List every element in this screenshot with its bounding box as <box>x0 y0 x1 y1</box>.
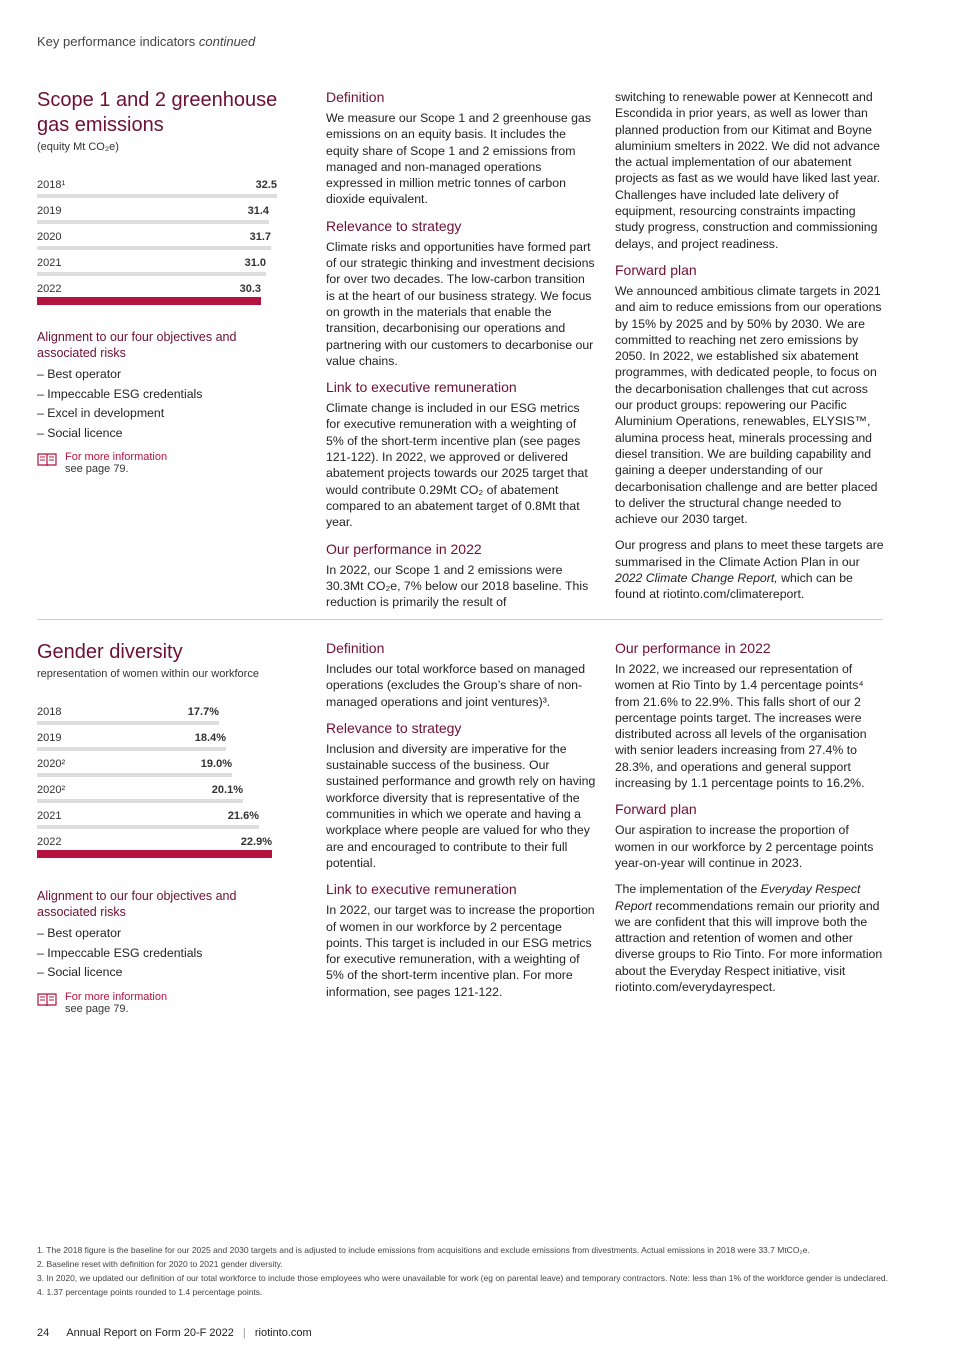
gender-bar-highlight <box>37 850 272 858</box>
scope-bar-value: 32.5 <box>255 179 277 191</box>
section-heading: Definition <box>326 640 385 656</box>
more-info-page: see page 79. <box>65 1002 129 1015</box>
scope-bar-label: 2021 <box>37 257 62 269</box>
paragraph: In 2022, we increased our representation of women at Rio Tinto by 1.4 percentage points⁴ from 21.6% to 22.9%. This falls short of our 2 percentage points target. The increases were distributed across all levels of the organisation with senior leaders increasing from 27.4% to 28.3%, and operations and general support increasing by 1.1 percentage points to 16.2%. <box>615 662 867 791</box>
scope-alignment-list <box>37 365 287 443</box>
text-run: recommendations remain our priority and we are confident that this will improve both the attraction and retention of women and other diverse groups to Rio Tinto. For more information about the Everyday Respect initiative, visit riotinto.com/everydayrespect. <box>615 898 883 995</box>
section-heading: Definition <box>326 89 385 105</box>
footnotes <box>37 1245 897 1301</box>
gender-bar-row <box>37 804 277 830</box>
gender-bar-row-highlight <box>37 830 277 856</box>
paragraph <box>615 881 885 995</box>
scope-bar-label: 2022 <box>37 283 62 295</box>
running-header <box>37 34 255 49</box>
scope-bar-row <box>37 199 277 225</box>
text-run: The implementation of the <box>615 882 761 897</box>
gender-left-column <box>37 640 287 1015</box>
section-heading: Our performance in 2022 <box>326 540 482 557</box>
report-title: 2022 Climate Change Report, <box>615 571 778 586</box>
scope-bar-value: 31.4 <box>247 205 269 217</box>
gender-bar-row <box>37 726 277 752</box>
book-icon <box>37 451 57 467</box>
gender-bar <box>37 747 226 751</box>
scope-left-column <box>37 88 287 475</box>
paragraph: Inclusion and diversity are imperative for the sustainable success of the business. Our sustained performance and growth rely on having workforce diversity that is representative of the communities in which we operate and having a workplace where people are valued for who they are and encouraged to contribute to their full potential. <box>326 741 596 870</box>
more-info-page: see page 79. <box>65 463 129 475</box>
gender-more-info[interactable] <box>37 991 287 1015</box>
scope-bar-label: 2020 <box>37 231 62 243</box>
list-item: – Excel in development <box>37 404 287 424</box>
page-footer <box>37 1327 312 1339</box>
paragraph: Includes our total workforce based on managed operations (excludes the Group’s share of non-managed operations and joint ventures)³. <box>326 662 586 709</box>
gender-alignment <box>37 888 287 1015</box>
site-link[interactable]: riotinto.com <box>254 1327 312 1339</box>
gender-bar-value: 18.4% <box>194 732 226 744</box>
paragraph: We announced ambitious climate targets in 2021 and aim to reduce emissions from our operations by 15% by 2025 and by 50% by 2030. We are committed to reaching net zero emissions by 2050. In 2022, we established six abatement programmes, with dedicated people, to focus on the decarbonisation challenges that cut across our product groups: repowering our Pacific Aluminium Operations, renewables, ELYSIS™, alumina process heat, minerals processing and diesel transition. We are building capability and gaining a deeper understanding of our decarbonisation challenge and are better placed to deliver the structural change needed to achieve our 2030 target. <box>615 283 882 527</box>
book-icon <box>37 991 57 1007</box>
gender-bar <box>37 825 259 829</box>
section-divider <box>37 619 883 620</box>
gender-bar-value: 17.7% <box>187 706 219 718</box>
paragraph: In 2022, our Scope 1 and 2 emissions were 30.3Mt CO₂e, 7% below our 2018 baseline. This reduction is primarily the result of <box>326 562 589 610</box>
footnote: 2. Baseline reset with definition for 2020 to 2021 gender diversity. <box>37 1259 283 1269</box>
scope-bar-value: 30.3 <box>239 283 261 295</box>
gender-bar <box>37 773 232 777</box>
scope-bar-label: 2019 <box>37 205 62 217</box>
section-heading: Forward plan <box>615 801 697 818</box>
gender-bar-row <box>37 700 277 726</box>
paragraph: Climate risks and opportunities have formed part of our strategic thinking and investment decisions for over two decades. The low-carbon transition is at the heart of our business strategy. We focus on growth in the materials that enable the transition, decarbonising our operations and partnering with our customers to decarbonise our value chains. <box>326 239 595 368</box>
scope-bar-row <box>37 173 277 199</box>
scope-bar <box>37 220 269 224</box>
footnote: 3. In 2020, we updated our definition of our total workforce to include those employees who were unavailable for work (eg on parental leave) and temporary contractors. Note: less than 1% of the workforce gender is undeclared. <box>37 1273 888 1283</box>
header-continued: continued <box>198 34 256 49</box>
scope-alignment-heading: Alignment to our four objectives and associated risks <box>37 330 237 360</box>
section-heading: Forward plan <box>615 261 697 278</box>
gender-bar-row <box>37 778 277 804</box>
gender-title: Gender diversity <box>37 641 183 663</box>
list-item: – Impeccable ESG credentials <box>37 385 287 405</box>
gender-bar-chart <box>37 700 277 856</box>
scope-bar-chart <box>37 173 277 303</box>
section-heading: Link to executive remuneration <box>326 379 517 396</box>
scope-middle-column <box>326 89 596 620</box>
more-info-link[interactable]: For more information <box>65 990 168 1003</box>
scope-alignment <box>37 329 287 475</box>
paragraph: Climate change is included in our ESG metrics for executive remuneration with a weighting of 5% of the short-term incentive plan (see pages 121-122). In 2022, we approved or delivered abatement projects towards our 2025 target that would contribute 0.29Mt CO₂ of abatement compared to an abatement target of 0.8Mt that year. <box>326 401 588 530</box>
gender-bar-value: 19.0% <box>200 758 232 770</box>
gender-right-column <box>615 640 885 1005</box>
section-heading: Our performance in 2022 <box>615 640 771 656</box>
footer-separator: | <box>242 1327 246 1339</box>
scope-bar <box>37 194 277 198</box>
scope-bar <box>37 272 266 276</box>
text-run: Our progress and plans to meet these targets are summarised in the Climate Action Plan in our <box>615 538 884 569</box>
section-heading: Link to executive remuneration <box>326 881 517 898</box>
gender-bar-row <box>37 752 277 778</box>
paragraph <box>615 537 885 602</box>
section-heading: Relevance to strategy <box>326 719 462 736</box>
text-run: which can be found at riotinto.com/climatereport. <box>615 571 853 602</box>
paragraph: Our aspiration to increase the proportion of women in our workforce by 2 percentage points year-on-year will continue in 2023. <box>615 823 874 870</box>
scope-bar <box>37 246 271 250</box>
gender-bar-label: 2018 <box>37 706 62 718</box>
gender-alignment-list <box>37 924 287 983</box>
gender-bar-value: 21.6% <box>227 810 259 822</box>
scope-bar-row <box>37 225 277 251</box>
list-item: – Social licence <box>37 963 287 983</box>
page-number: 24 <box>37 1327 50 1339</box>
scope-bar-row <box>37 251 277 277</box>
scope-right-column <box>615 89 885 613</box>
more-info-link[interactable]: For more information <box>65 451 168 463</box>
gender-bar-value: 22.9% <box>240 836 272 848</box>
gender-bar <box>37 721 219 725</box>
scope-more-info[interactable] <box>37 451 287 475</box>
scope-bar-row-highlight <box>37 277 277 303</box>
gender-bar-label: 2022 <box>37 836 62 848</box>
gender-alignment-heading: Alignment to our four objectives and associated risks <box>37 889 237 919</box>
gender-bar-value: 20.1% <box>211 784 243 796</box>
list-item: – Best operator <box>37 365 287 385</box>
gender-bar-label: 2019 <box>37 732 62 744</box>
scope-bar-highlight <box>37 297 261 305</box>
gender-bar-label: 2020² <box>37 784 66 796</box>
gender-subtitle: representation of women within our workforce <box>37 668 259 680</box>
gender-bar <box>37 799 243 803</box>
footnote: 4. 1.37 percentage points rounded to 1.4 percentage points. <box>37 1287 263 1297</box>
footnote: 1. The 2018 figure is the baseline for our 2025 and 2030 targets and is adjusted to include emissions from acquisitions and exclude emissions from divestments. Actual emissions in 2018 were 33.7 MtCO₂e. <box>37 1245 810 1255</box>
scope-bar-label: 2018¹ <box>37 179 66 191</box>
paragraph: We measure our Scope 1 and 2 greenhouse gas emissions on an equity basis. It includes the equity share of Scope 1 and 2 emissions from managed and non-managed operations expressed in million metric tonnes of carbon dioxide equivalent. <box>326 111 592 207</box>
paragraph: In 2022, our target was to increase the proportion of women in our workforce by 2 percentage points. This target is included in our ESG metrics for executive remuneration, with a weighting of 5% of the short-term incentive plan. For more information, see pages 121-122. <box>326 903 595 999</box>
report-title: Everyday Respect Report <box>615 882 861 913</box>
gender-bar-label: 2020² <box>37 758 66 770</box>
gender-middle-column <box>326 640 596 1010</box>
scope-title: Scope 1 and 2 greenhouse gas emissions <box>37 89 278 136</box>
report-name: Annual Report on Form 20-F 2022 <box>66 1327 234 1339</box>
list-item: – Best operator <box>37 924 287 944</box>
paragraph: switching to renewable power at Kennecott and Escondida in prior years, as well as lower than planned production from our Kitimat and Boyne aluminium smelters in 2022. We did not advance the actual implementation of our abatement projects as fast as we would have liked last year. Challenges have included late delivery of equipment, resourcing constraints impacting study progress, construction and commissioning delays, and project readiness. <box>615 90 881 251</box>
header-title: Key performance indicators <box>37 34 196 49</box>
gender-bar-label: 2021 <box>37 810 62 822</box>
list-item: – Impeccable ESG credentials <box>37 944 287 964</box>
scope-bar-value: 31.0 <box>244 257 266 269</box>
scope-bar-value: 31.7 <box>249 231 271 243</box>
section-heading: Relevance to strategy <box>326 217 462 234</box>
scope-subtitle: (equity Mt CO₂e) <box>37 141 119 153</box>
list-item: – Social licence <box>37 424 287 444</box>
